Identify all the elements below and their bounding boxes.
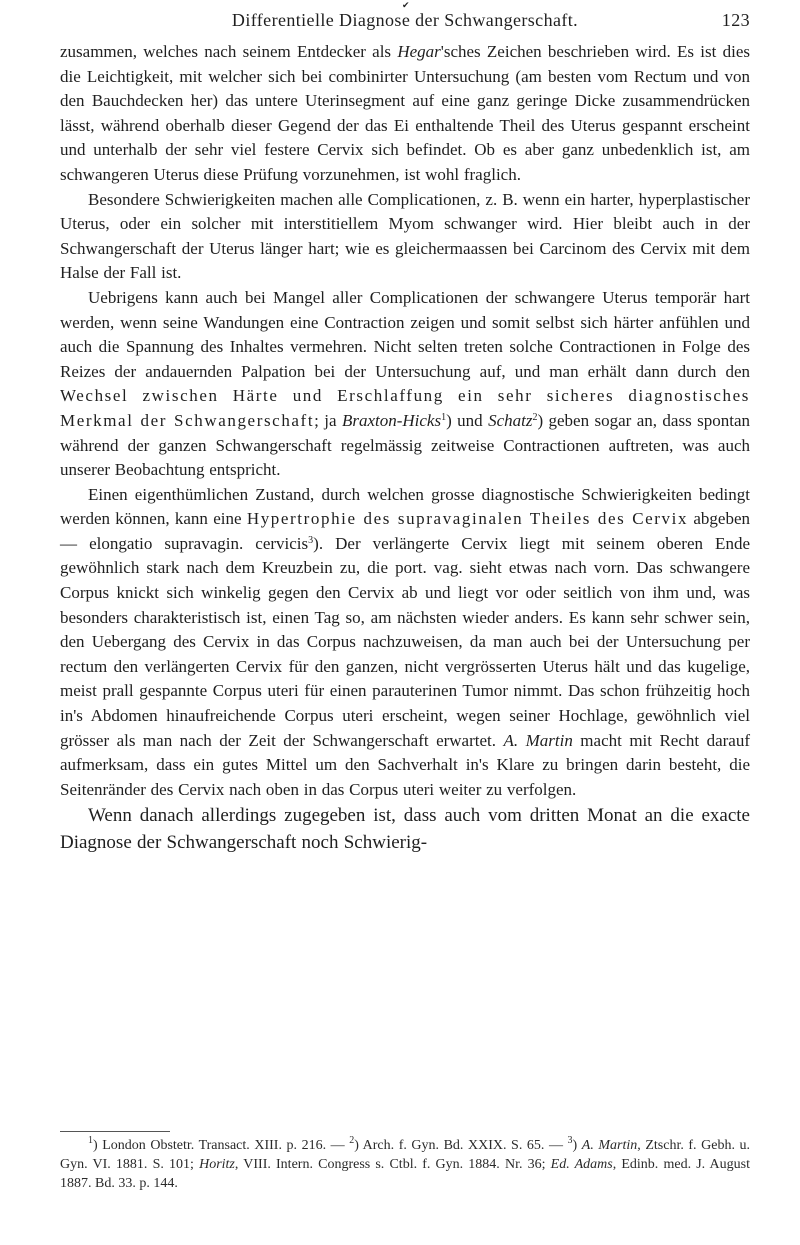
footnotes [60,1136,750,1193]
spaced-emphasis: Hypertrophie des supravaginalen Theiles des Cervix [246,509,689,529]
author-name: Schatz [488,410,533,430]
footnote-divider [60,1131,170,1132]
footnote-marker: 1 [88,1135,93,1146]
paragraph-1: zusammen, welches nach seinem Entdecker als Hegar'sches Zeichen beschrieben wird. Es ist dies die Leichtigkeit, mit welcher sich bei combinirter Untersuchung (am besten vom Rectum und von den Bauchdecken her) das untere Uterinsegment auf eine ganz geringe Dicke zusammendrücken lässt, während oberhalb dieser Gegend der das Ei enthaltende Theil des Uterus gespannt erscheint und unterhalb der sehr viel festere Cervix sich befindet. Ob es aber ganz unbedenklich ist, am schwangeren Uterus diese Prüfung vorzunehmen, ist wohl fraglich. [60,42,751,184]
author-name: Braxton-Hicks [341,410,442,430]
footnote-ref[interactable]: 1 [441,411,447,423]
footnote-marker: 3 [567,1135,573,1146]
paragraph-4: Einen eigenthümlichen Zustand, durch welchen grosse diagnostische Schwierigkeiten bedingt werden können, kann eine Hypertrophie des supravaginalen Theiles des Cervix abgeben — elongatio supravagin. cervicis$^3$). Der verlängerte Cervix liegt mit seinem oberen Ende gewöhnlich stark nach dem Kreuzbein zu, die port. vag. sieht etwas nach vorn. Das schwangere Corpus knickt sich winkelig gegen den Cervix ab und liegt vor oder seitlich von ihm und, was besonders charakteristisch ist, einen Tag so, am nächsten wieder anders. Es kann sehr schwer sein, den Uebergang des Cervix in das Corpus nachzuweisen, da man auch bei der Untersuchung per rectum den verlängerten Cervix für den ganzen, nicht vergrösserten Uterus hält und das kugelige, meist prall gespannte Corpus uteri für einen parauterinen Tumor nimmt. Das schon frühzeitig hoch in's Abdomen hinaufreichende Corpus uteri erscheint, wegen seiner Hochlage, gewöhnlich viel grösser als man nach der Zeit der Schwangerschaft erwartet. A. Martin macht mit Recht darauf aufmerksam, dass ein gutes Mittel um den Sachverhalt in's Klare zu bringen darin besteht, die Seitenränder des Cervix nach oben in das Corpus uteri weiter zu verfolgen. [60,484,751,799]
author-name: Horitz [199,1157,235,1172]
running-title: Differentielle Diagnose der Schwangerschaft. [231,10,579,30]
body-text [60,40,750,856]
author-name: Ed. Adams [550,1157,613,1172]
footnote-marker: 2 [349,1135,355,1146]
footnote-text: $^1$) London Obstetr. Transact. XIII. p. 216. — $^2$) Arch. f. Gyn. Bd. XXIX. S. 65. — $^3$) A. Martin, Ztschr. f. Gebh. u. Gyn. VI. 1881. S. 101; Horitz, VIII. Intern. Congress s. Ctbl. f. Gyn. 1884. Nr. 36; Ed. Adams, Edinb. med. J. August 1887. Bd. 33. p. 144. [60,1135,751,1191]
paragraph-2: Besondere Schwierigkeiten machen alle Complicationen, z. B. wenn ein harter, hyperplastischer Uterus, oder ein solcher mit interstitiellem Myom schwanger wird. Hier bleibt auch in der Schwangerschaft der Uterus länger hart; wie es gleichermaassen bei Carcinom des Cervix mit dem Halse der Fall ist. [60,189,750,283]
footnote-ref[interactable]: 2 [532,411,538,423]
running-header [60,4,750,34]
paragraph-5: Wenn danach allerdings zugegeben ist, dass auch vom dritten Monat an die exacte Diagnose der Schwangerschaft noch Schwierig- [60,805,750,854]
author-name: A. Martin [581,1138,638,1153]
top-mark: ✔ [402,0,410,10]
spaced-emphasis: Wechsel zwischen Härte und Erschlaffung ein sehr sicheres diagnostisches Merkmal der Schwangerschaft [60,386,750,430]
paragraph-3: Uebrigens kann auch bei Mangel aller Complicationen der schwangere Uterus temporär hart werden, wenn seine Wandungen eine Contraction zeigen und somit selbst sich härter anfühlen und auch die Spannung des Inhaltes vermehren. Nicht selten treten solche Contractionen in Folge des Reizes der andauernden Palpation bei der Untersuchung auf, und man erhält dann durch den Wechsel zwischen Härte und Erschlaffung ein sehr sicheres diagnostisches Merkmal der Schwangerschaft; ja Braxton-Hicks$^1$) und Schatz$^2$) geben sogar an, dass spontan während der ganzen Schwangerschaft regelmässig zeitweise Contractionen auftreten, was auch unserer Beobachtung entspricht. [60,287,750,480]
author-name: A. Martin [503,730,573,750]
author-name: Hegar [397,42,441,61]
page-number: 123 [721,10,750,30]
footnote-ref[interactable]: 3 [308,534,314,546]
